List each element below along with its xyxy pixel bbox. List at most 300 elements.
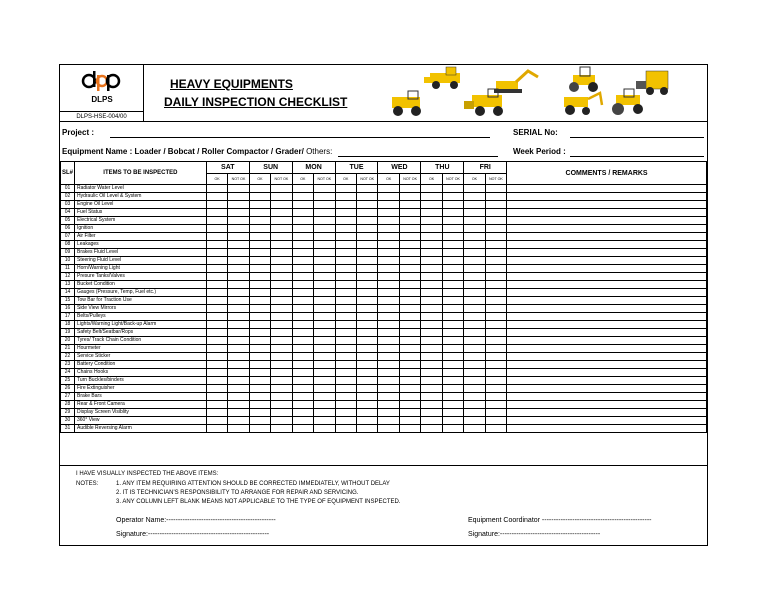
ok-checkbox-cell[interactable] <box>206 217 227 225</box>
ok-checkbox-cell[interactable] <box>464 425 485 433</box>
ok-checkbox-cell[interactable] <box>249 185 270 193</box>
ok-checkbox-cell[interactable] <box>249 305 270 313</box>
not-ok-checkbox-cell[interactable] <box>399 273 420 281</box>
not-ok-checkbox-cell[interactable] <box>442 369 463 377</box>
ok-checkbox-cell[interactable] <box>335 249 356 257</box>
not-ok-checkbox-cell[interactable] <box>356 265 377 273</box>
ok-checkbox-cell[interactable] <box>249 249 270 257</box>
not-ok-checkbox-cell[interactable] <box>271 329 292 337</box>
ok-checkbox-cell[interactable] <box>292 289 313 297</box>
ok-checkbox-cell[interactable] <box>421 345 442 353</box>
ok-checkbox-cell[interactable] <box>421 393 442 401</box>
ok-checkbox-cell[interactable] <box>378 321 399 329</box>
ok-checkbox-cell[interactable] <box>292 305 313 313</box>
ok-checkbox-cell[interactable] <box>464 329 485 337</box>
comment-cell[interactable] <box>507 297 707 305</box>
not-ok-checkbox-cell[interactable] <box>485 241 506 249</box>
ok-checkbox-cell[interactable] <box>464 233 485 241</box>
operator-signature-field[interactable]: Signature:---------------------------------------------------- <box>116 531 270 538</box>
not-ok-checkbox-cell[interactable] <box>356 409 377 417</box>
ok-checkbox-cell[interactable] <box>464 393 485 401</box>
not-ok-checkbox-cell[interactable] <box>228 209 249 217</box>
not-ok-checkbox-cell[interactable] <box>399 401 420 409</box>
not-ok-checkbox-cell[interactable] <box>442 289 463 297</box>
ok-checkbox-cell[interactable] <box>378 313 399 321</box>
not-ok-checkbox-cell[interactable] <box>399 225 420 233</box>
ok-checkbox-cell[interactable] <box>335 209 356 217</box>
not-ok-checkbox-cell[interactable] <box>356 193 377 201</box>
ok-checkbox-cell[interactable] <box>206 249 227 257</box>
comment-cell[interactable] <box>507 417 707 425</box>
ok-checkbox-cell[interactable] <box>206 257 227 265</box>
ok-checkbox-cell[interactable] <box>206 369 227 377</box>
ok-checkbox-cell[interactable] <box>464 201 485 209</box>
not-ok-checkbox-cell[interactable] <box>314 297 335 305</box>
not-ok-checkbox-cell[interactable] <box>399 201 420 209</box>
not-ok-checkbox-cell[interactable] <box>399 249 420 257</box>
not-ok-checkbox-cell[interactable] <box>314 233 335 241</box>
ok-checkbox-cell[interactable] <box>421 377 442 385</box>
ok-checkbox-cell[interactable] <box>292 321 313 329</box>
ok-checkbox-cell[interactable] <box>335 401 356 409</box>
not-ok-checkbox-cell[interactable] <box>399 385 420 393</box>
ok-checkbox-cell[interactable] <box>421 361 442 369</box>
comment-cell[interactable] <box>507 425 707 433</box>
ok-checkbox-cell[interactable] <box>292 297 313 305</box>
comment-cell[interactable] <box>507 225 707 233</box>
ok-checkbox-cell[interactable] <box>421 313 442 321</box>
ok-checkbox-cell[interactable] <box>292 233 313 241</box>
ok-checkbox-cell[interactable] <box>292 257 313 265</box>
not-ok-checkbox-cell[interactable] <box>271 193 292 201</box>
ok-checkbox-cell[interactable] <box>292 337 313 345</box>
ok-checkbox-cell[interactable] <box>249 209 270 217</box>
not-ok-checkbox-cell[interactable] <box>442 273 463 281</box>
ok-checkbox-cell[interactable] <box>335 305 356 313</box>
ok-checkbox-cell[interactable] <box>249 393 270 401</box>
ok-checkbox-cell[interactable] <box>206 361 227 369</box>
ok-checkbox-cell[interactable] <box>335 369 356 377</box>
not-ok-checkbox-cell[interactable] <box>442 361 463 369</box>
ok-checkbox-cell[interactable] <box>249 361 270 369</box>
ok-checkbox-cell[interactable] <box>249 201 270 209</box>
not-ok-checkbox-cell[interactable] <box>228 241 249 249</box>
not-ok-checkbox-cell[interactable] <box>399 289 420 297</box>
not-ok-checkbox-cell[interactable] <box>228 337 249 345</box>
ok-checkbox-cell[interactable] <box>206 337 227 345</box>
ok-checkbox-cell[interactable] <box>378 289 399 297</box>
not-ok-checkbox-cell[interactable] <box>314 265 335 273</box>
not-ok-checkbox-cell[interactable] <box>271 289 292 297</box>
not-ok-checkbox-cell[interactable] <box>228 393 249 401</box>
ok-checkbox-cell[interactable] <box>206 281 227 289</box>
ok-checkbox-cell[interactable] <box>421 401 442 409</box>
not-ok-checkbox-cell[interactable] <box>485 345 506 353</box>
not-ok-checkbox-cell[interactable] <box>485 273 506 281</box>
not-ok-checkbox-cell[interactable] <box>442 257 463 265</box>
not-ok-checkbox-cell[interactable] <box>271 273 292 281</box>
ok-checkbox-cell[interactable] <box>249 257 270 265</box>
ok-checkbox-cell[interactable] <box>249 345 270 353</box>
ok-checkbox-cell[interactable] <box>464 345 485 353</box>
not-ok-checkbox-cell[interactable] <box>314 337 335 345</box>
ok-checkbox-cell[interactable] <box>335 281 356 289</box>
not-ok-checkbox-cell[interactable] <box>228 385 249 393</box>
ok-checkbox-cell[interactable] <box>378 425 399 433</box>
not-ok-checkbox-cell[interactable] <box>271 233 292 241</box>
ok-checkbox-cell[interactable] <box>292 385 313 393</box>
not-ok-checkbox-cell[interactable] <box>399 417 420 425</box>
ok-checkbox-cell[interactable] <box>335 185 356 193</box>
ok-checkbox-cell[interactable] <box>206 393 227 401</box>
not-ok-checkbox-cell[interactable] <box>271 345 292 353</box>
not-ok-checkbox-cell[interactable] <box>442 353 463 361</box>
coordinator-name-field[interactable]: Equipment Coordinator ----------------------------------------------- <box>468 517 652 524</box>
not-ok-checkbox-cell[interactable] <box>399 241 420 249</box>
not-ok-checkbox-cell[interactable] <box>399 361 420 369</box>
not-ok-checkbox-cell[interactable] <box>314 289 335 297</box>
ok-checkbox-cell[interactable] <box>421 321 442 329</box>
not-ok-checkbox-cell[interactable] <box>228 281 249 289</box>
ok-checkbox-cell[interactable] <box>421 209 442 217</box>
comment-cell[interactable] <box>507 321 707 329</box>
ok-checkbox-cell[interactable] <box>464 273 485 281</box>
ok-checkbox-cell[interactable] <box>335 377 356 385</box>
ok-checkbox-cell[interactable] <box>378 337 399 345</box>
not-ok-checkbox-cell[interactable] <box>271 353 292 361</box>
comment-cell[interactable] <box>507 265 707 273</box>
ok-checkbox-cell[interactable] <box>378 305 399 313</box>
ok-checkbox-cell[interactable] <box>378 233 399 241</box>
not-ok-checkbox-cell[interactable] <box>485 369 506 377</box>
not-ok-checkbox-cell[interactable] <box>314 241 335 249</box>
ok-checkbox-cell[interactable] <box>249 385 270 393</box>
ok-checkbox-cell[interactable] <box>335 297 356 305</box>
not-ok-checkbox-cell[interactable] <box>271 209 292 217</box>
ok-checkbox-cell[interactable] <box>292 369 313 377</box>
not-ok-checkbox-cell[interactable] <box>356 225 377 233</box>
operator-name-field[interactable]: Operator Name:----------------------------------------------- <box>116 517 276 524</box>
not-ok-checkbox-cell[interactable] <box>399 193 420 201</box>
not-ok-checkbox-cell[interactable] <box>399 185 420 193</box>
comment-cell[interactable] <box>507 289 707 297</box>
ok-checkbox-cell[interactable] <box>421 329 442 337</box>
ok-checkbox-cell[interactable] <box>249 193 270 201</box>
not-ok-checkbox-cell[interactable] <box>271 185 292 193</box>
ok-checkbox-cell[interactable] <box>464 185 485 193</box>
ok-checkbox-cell[interactable] <box>292 353 313 361</box>
ok-checkbox-cell[interactable] <box>421 249 442 257</box>
ok-checkbox-cell[interactable] <box>206 185 227 193</box>
not-ok-checkbox-cell[interactable] <box>356 313 377 321</box>
comment-cell[interactable] <box>507 345 707 353</box>
not-ok-checkbox-cell[interactable] <box>228 417 249 425</box>
ok-checkbox-cell[interactable] <box>292 377 313 385</box>
comment-cell[interactable] <box>507 401 707 409</box>
ok-checkbox-cell[interactable] <box>249 321 270 329</box>
not-ok-checkbox-cell[interactable] <box>356 201 377 209</box>
not-ok-checkbox-cell[interactable] <box>356 273 377 281</box>
ok-checkbox-cell[interactable] <box>421 281 442 289</box>
ok-checkbox-cell[interactable] <box>421 337 442 345</box>
not-ok-checkbox-cell[interactable] <box>271 201 292 209</box>
not-ok-checkbox-cell[interactable] <box>399 217 420 225</box>
ok-checkbox-cell[interactable] <box>292 265 313 273</box>
not-ok-checkbox-cell[interactable] <box>485 329 506 337</box>
not-ok-checkbox-cell[interactable] <box>314 393 335 401</box>
ok-checkbox-cell[interactable] <box>421 217 442 225</box>
not-ok-checkbox-cell[interactable] <box>271 225 292 233</box>
ok-checkbox-cell[interactable] <box>249 329 270 337</box>
not-ok-checkbox-cell[interactable] <box>485 185 506 193</box>
not-ok-checkbox-cell[interactable] <box>271 409 292 417</box>
ok-checkbox-cell[interactable] <box>206 225 227 233</box>
ok-checkbox-cell[interactable] <box>378 353 399 361</box>
comment-cell[interactable] <box>507 273 707 281</box>
not-ok-checkbox-cell[interactable] <box>399 209 420 217</box>
comment-cell[interactable] <box>507 241 707 249</box>
not-ok-checkbox-cell[interactable] <box>356 377 377 385</box>
not-ok-checkbox-cell[interactable] <box>314 361 335 369</box>
not-ok-checkbox-cell[interactable] <box>228 193 249 201</box>
ok-checkbox-cell[interactable] <box>249 425 270 433</box>
not-ok-checkbox-cell[interactable] <box>356 241 377 249</box>
ok-checkbox-cell[interactable] <box>292 185 313 193</box>
ok-checkbox-cell[interactable] <box>292 209 313 217</box>
ok-checkbox-cell[interactable] <box>378 249 399 257</box>
week-period-field-line[interactable] <box>570 155 704 157</box>
ok-checkbox-cell[interactable] <box>206 329 227 337</box>
not-ok-checkbox-cell[interactable] <box>442 225 463 233</box>
ok-checkbox-cell[interactable] <box>335 425 356 433</box>
ok-checkbox-cell[interactable] <box>335 313 356 321</box>
ok-checkbox-cell[interactable] <box>464 361 485 369</box>
ok-checkbox-cell[interactable] <box>206 385 227 393</box>
not-ok-checkbox-cell[interactable] <box>485 417 506 425</box>
not-ok-checkbox-cell[interactable] <box>399 329 420 337</box>
ok-checkbox-cell[interactable] <box>206 417 227 425</box>
not-ok-checkbox-cell[interactable] <box>399 305 420 313</box>
comment-cell[interactable] <box>507 193 707 201</box>
ok-checkbox-cell[interactable] <box>249 217 270 225</box>
ok-checkbox-cell[interactable] <box>335 265 356 273</box>
ok-checkbox-cell[interactable] <box>421 289 442 297</box>
not-ok-checkbox-cell[interactable] <box>228 409 249 417</box>
ok-checkbox-cell[interactable] <box>335 241 356 249</box>
ok-checkbox-cell[interactable] <box>421 225 442 233</box>
ok-checkbox-cell[interactable] <box>292 361 313 369</box>
ok-checkbox-cell[interactable] <box>335 361 356 369</box>
not-ok-checkbox-cell[interactable] <box>314 385 335 393</box>
not-ok-checkbox-cell[interactable] <box>442 393 463 401</box>
not-ok-checkbox-cell[interactable] <box>485 265 506 273</box>
ok-checkbox-cell[interactable] <box>292 273 313 281</box>
not-ok-checkbox-cell[interactable] <box>356 361 377 369</box>
ok-checkbox-cell[interactable] <box>249 337 270 345</box>
not-ok-checkbox-cell[interactable] <box>356 249 377 257</box>
ok-checkbox-cell[interactable] <box>292 281 313 289</box>
ok-checkbox-cell[interactable] <box>335 201 356 209</box>
ok-checkbox-cell[interactable] <box>421 409 442 417</box>
not-ok-checkbox-cell[interactable] <box>228 233 249 241</box>
not-ok-checkbox-cell[interactable] <box>228 401 249 409</box>
not-ok-checkbox-cell[interactable] <box>356 281 377 289</box>
comment-cell[interactable] <box>507 393 707 401</box>
not-ok-checkbox-cell[interactable] <box>485 313 506 321</box>
ok-checkbox-cell[interactable] <box>206 425 227 433</box>
not-ok-checkbox-cell[interactable] <box>442 337 463 345</box>
ok-checkbox-cell[interactable] <box>378 241 399 249</box>
not-ok-checkbox-cell[interactable] <box>442 193 463 201</box>
not-ok-checkbox-cell[interactable] <box>271 313 292 321</box>
ok-checkbox-cell[interactable] <box>464 289 485 297</box>
not-ok-checkbox-cell[interactable] <box>399 281 420 289</box>
not-ok-checkbox-cell[interactable] <box>399 409 420 417</box>
ok-checkbox-cell[interactable] <box>335 225 356 233</box>
ok-checkbox-cell[interactable] <box>249 369 270 377</box>
not-ok-checkbox-cell[interactable] <box>442 313 463 321</box>
not-ok-checkbox-cell[interactable] <box>314 377 335 385</box>
not-ok-checkbox-cell[interactable] <box>314 401 335 409</box>
not-ok-checkbox-cell[interactable] <box>442 385 463 393</box>
not-ok-checkbox-cell[interactable] <box>314 313 335 321</box>
comment-cell[interactable] <box>507 361 707 369</box>
not-ok-checkbox-cell[interactable] <box>442 377 463 385</box>
ok-checkbox-cell[interactable] <box>378 409 399 417</box>
not-ok-checkbox-cell[interactable] <box>314 345 335 353</box>
not-ok-checkbox-cell[interactable] <box>485 353 506 361</box>
ok-checkbox-cell[interactable] <box>249 233 270 241</box>
not-ok-checkbox-cell[interactable] <box>399 233 420 241</box>
comment-cell[interactable] <box>507 249 707 257</box>
ok-checkbox-cell[interactable] <box>335 337 356 345</box>
ok-checkbox-cell[interactable] <box>421 265 442 273</box>
not-ok-checkbox-cell[interactable] <box>228 297 249 305</box>
not-ok-checkbox-cell[interactable] <box>356 233 377 241</box>
ok-checkbox-cell[interactable] <box>206 377 227 385</box>
coordinator-signature-field[interactable]: Signature:------------------------------------------- <box>468 531 601 538</box>
not-ok-checkbox-cell[interactable] <box>356 257 377 265</box>
ok-checkbox-cell[interactable] <box>378 393 399 401</box>
not-ok-checkbox-cell[interactable] <box>314 281 335 289</box>
not-ok-checkbox-cell[interactable] <box>485 321 506 329</box>
ok-checkbox-cell[interactable] <box>421 193 442 201</box>
ok-checkbox-cell[interactable] <box>249 297 270 305</box>
ok-checkbox-cell[interactable] <box>464 297 485 305</box>
not-ok-checkbox-cell[interactable] <box>485 305 506 313</box>
ok-checkbox-cell[interactable] <box>378 225 399 233</box>
not-ok-checkbox-cell[interactable] <box>314 249 335 257</box>
not-ok-checkbox-cell[interactable] <box>228 329 249 337</box>
not-ok-checkbox-cell[interactable] <box>271 377 292 385</box>
ok-checkbox-cell[interactable] <box>206 305 227 313</box>
not-ok-checkbox-cell[interactable] <box>356 425 377 433</box>
not-ok-checkbox-cell[interactable] <box>485 361 506 369</box>
not-ok-checkbox-cell[interactable] <box>314 193 335 201</box>
not-ok-checkbox-cell[interactable] <box>271 401 292 409</box>
ok-checkbox-cell[interactable] <box>249 417 270 425</box>
ok-checkbox-cell[interactable] <box>249 225 270 233</box>
not-ok-checkbox-cell[interactable] <box>399 265 420 273</box>
ok-checkbox-cell[interactable] <box>421 185 442 193</box>
ok-checkbox-cell[interactable] <box>378 257 399 265</box>
ok-checkbox-cell[interactable] <box>421 297 442 305</box>
ok-checkbox-cell[interactable] <box>464 281 485 289</box>
not-ok-checkbox-cell[interactable] <box>228 353 249 361</box>
not-ok-checkbox-cell[interactable] <box>314 425 335 433</box>
not-ok-checkbox-cell[interactable] <box>442 409 463 417</box>
ok-checkbox-cell[interactable] <box>206 265 227 273</box>
comment-cell[interactable] <box>507 313 707 321</box>
not-ok-checkbox-cell[interactable] <box>271 393 292 401</box>
not-ok-checkbox-cell[interactable] <box>314 257 335 265</box>
ok-checkbox-cell[interactable] <box>249 313 270 321</box>
not-ok-checkbox-cell[interactable] <box>271 297 292 305</box>
not-ok-checkbox-cell[interactable] <box>485 393 506 401</box>
not-ok-checkbox-cell[interactable] <box>314 409 335 417</box>
ok-checkbox-cell[interactable] <box>249 377 270 385</box>
ok-checkbox-cell[interactable] <box>421 369 442 377</box>
not-ok-checkbox-cell[interactable] <box>442 321 463 329</box>
not-ok-checkbox-cell[interactable] <box>442 209 463 217</box>
not-ok-checkbox-cell[interactable] <box>399 321 420 329</box>
ok-checkbox-cell[interactable] <box>292 201 313 209</box>
ok-checkbox-cell[interactable] <box>378 361 399 369</box>
ok-checkbox-cell[interactable] <box>335 409 356 417</box>
not-ok-checkbox-cell[interactable] <box>399 313 420 321</box>
ok-checkbox-cell[interactable] <box>335 289 356 297</box>
ok-checkbox-cell[interactable] <box>292 241 313 249</box>
ok-checkbox-cell[interactable] <box>378 297 399 305</box>
ok-checkbox-cell[interactable] <box>378 217 399 225</box>
ok-checkbox-cell[interactable] <box>335 329 356 337</box>
ok-checkbox-cell[interactable] <box>292 193 313 201</box>
not-ok-checkbox-cell[interactable] <box>356 209 377 217</box>
comment-cell[interactable] <box>507 369 707 377</box>
not-ok-checkbox-cell[interactable] <box>485 249 506 257</box>
ok-checkbox-cell[interactable] <box>378 193 399 201</box>
not-ok-checkbox-cell[interactable] <box>314 217 335 225</box>
ok-checkbox-cell[interactable] <box>292 313 313 321</box>
not-ok-checkbox-cell[interactable] <box>442 265 463 273</box>
not-ok-checkbox-cell[interactable] <box>228 313 249 321</box>
not-ok-checkbox-cell[interactable] <box>228 217 249 225</box>
not-ok-checkbox-cell[interactable] <box>399 337 420 345</box>
not-ok-checkbox-cell[interactable] <box>228 201 249 209</box>
ok-checkbox-cell[interactable] <box>421 241 442 249</box>
not-ok-checkbox-cell[interactable] <box>314 353 335 361</box>
comment-cell[interactable] <box>507 209 707 217</box>
ok-checkbox-cell[interactable] <box>464 337 485 345</box>
not-ok-checkbox-cell[interactable] <box>399 353 420 361</box>
not-ok-checkbox-cell[interactable] <box>442 241 463 249</box>
not-ok-checkbox-cell[interactable] <box>314 369 335 377</box>
ok-checkbox-cell[interactable] <box>421 353 442 361</box>
ok-checkbox-cell[interactable] <box>335 385 356 393</box>
ok-checkbox-cell[interactable] <box>206 345 227 353</box>
ok-checkbox-cell[interactable] <box>335 193 356 201</box>
ok-checkbox-cell[interactable] <box>335 273 356 281</box>
ok-checkbox-cell[interactable] <box>421 257 442 265</box>
ok-checkbox-cell[interactable] <box>464 369 485 377</box>
comment-cell[interactable] <box>507 201 707 209</box>
ok-checkbox-cell[interactable] <box>206 273 227 281</box>
not-ok-checkbox-cell[interactable] <box>228 345 249 353</box>
ok-checkbox-cell[interactable] <box>464 313 485 321</box>
ok-checkbox-cell[interactable] <box>335 321 356 329</box>
ok-checkbox-cell[interactable] <box>206 401 227 409</box>
not-ok-checkbox-cell[interactable] <box>228 425 249 433</box>
